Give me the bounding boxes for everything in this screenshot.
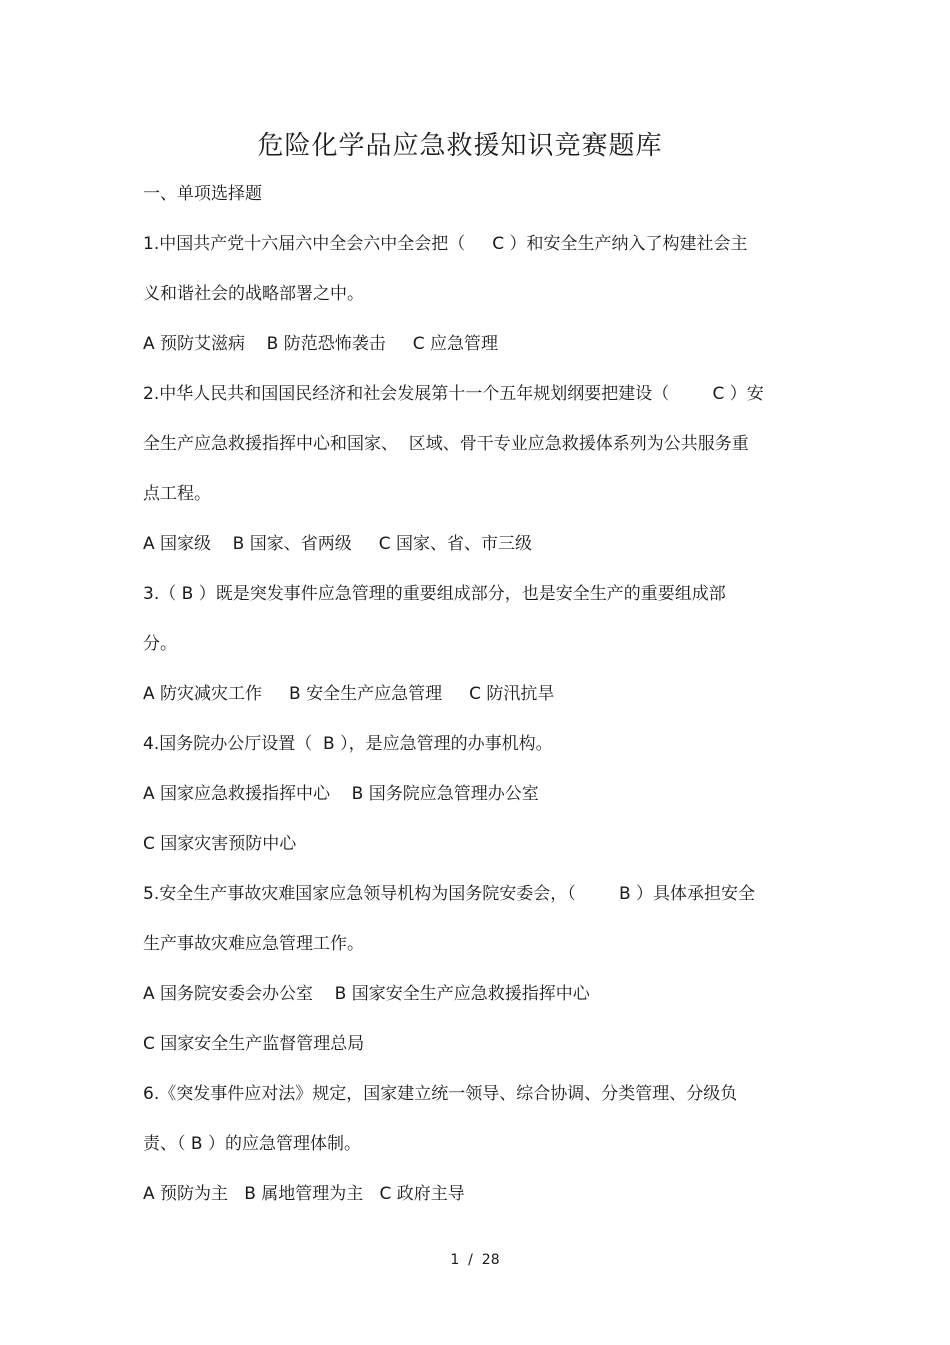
option-line: A 国务院安委会办公室 B 国家安全生产应急救援指挥中心 (143, 984, 590, 1004)
text-line: 责、（ B ）的应急管理体制。 (143, 1134, 361, 1154)
text-line: 生产事故灾难应急管理工作。 (143, 934, 364, 954)
option-line: C 国家灾害预防中心 (143, 834, 297, 854)
option-line: C 国家安全生产监督管理总局 (143, 1034, 365, 1054)
section-heading: 一、单项选择题 (143, 184, 262, 204)
text-line: 全生产应急救援指挥中心和国家、 区域、骨干专业应急救援体系列为公共服务重 (143, 434, 749, 454)
option-line: A 预防艾滋病 B 防范恐怖袭击 C 应急管理 (143, 334, 499, 354)
text-line: 点工程。 (143, 484, 211, 504)
text-line: 3.（ B ）既是突发事件应急管理的重要组成部分，也是安全生产的重要组成部 (143, 584, 726, 604)
option-line: A 预防为主 B 属地管理为主 C 政府主导 (143, 1184, 465, 1204)
option-line: A 国家级 B 国家、省两级 C 国家、省、市三级 (143, 534, 533, 554)
text-line: 4.国务院办公厅设置（ B ），是应急管理的办事机构。 (143, 734, 553, 754)
text-line: 1.中国共产党十六届六中全会六中全会把（ C ）和安全生产纳入了构建社会主 (143, 234, 748, 254)
document-title: 危险化学品应急救援知识竞赛题库 (257, 131, 663, 161)
text-line: 5.安全生产事故灾难国家应急领导机构为国务院安委会，（ B ）具体承担安全 (143, 884, 756, 904)
text-line: 义和谐社会的战略部署之中。 (143, 284, 364, 304)
text-line: 分。 (143, 634, 177, 654)
text-line: 2.中华人民共和国国民经济和社会发展第十一个五年规划纲要把建设（ C ）安 (143, 384, 764, 404)
option-line: A 防灾减灾工作 B 安全生产应急管理 C 防汛抗旱 (143, 684, 555, 704)
option-line: A 国家应急救援指挥中心 B 国务院应急管理办公室 (143, 784, 539, 804)
page-indicator: 1 / 28 (450, 1252, 500, 1268)
text-line: 6.《突发事件应对法》规定，国家建立统一领导、综合协调、分类管理、分级负 (143, 1084, 738, 1104)
